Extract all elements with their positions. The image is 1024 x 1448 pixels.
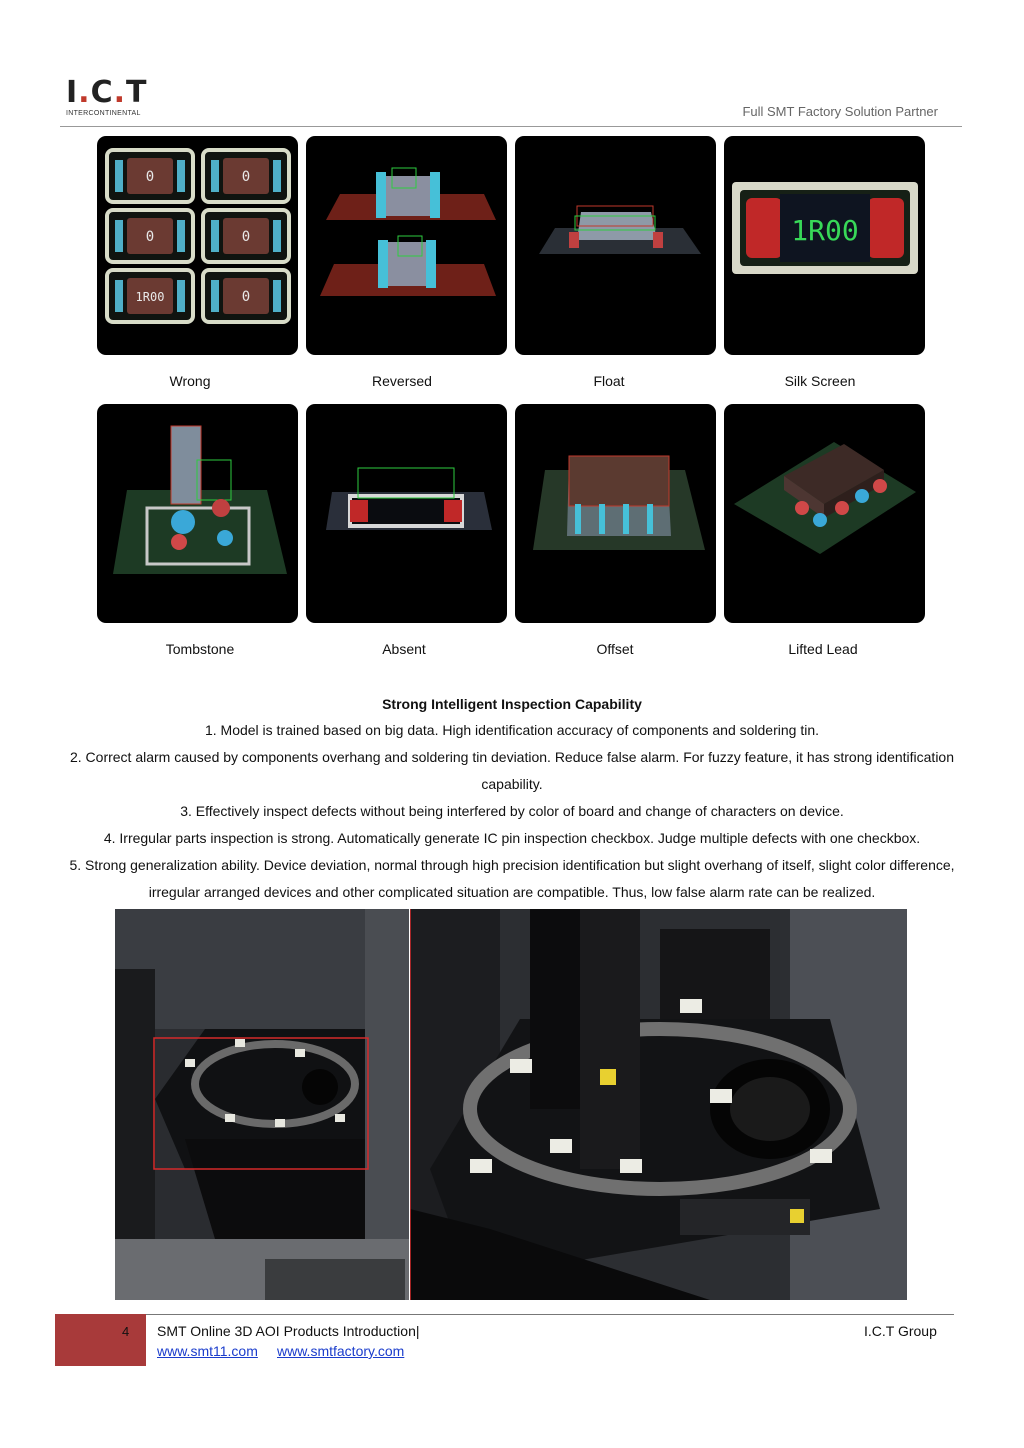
defect-label: Lifted Lead <box>788 641 858 657</box>
defect-label: Offset <box>596 641 634 657</box>
defect-label: Silk Screen <box>784 373 856 389</box>
chip-marking-text: 1R00 <box>135 290 165 304</box>
defect-label: Absent <box>382 641 426 657</box>
company-logo <box>66 75 156 120</box>
silk-marking-text: 1R00 <box>791 214 859 247</box>
feature-point: 3. Effectively inspect defects without being interfered by color of board and change of characters on device. <box>180 803 844 819</box>
page-number: 4 <box>122 1324 130 1339</box>
footer-link-smt11[interactable]: www.smt11.com <box>157 1343 258 1359</box>
feature-point: 1. Model is trained based on big data. High identification accuracy of components and soldering tin. <box>204 722 820 738</box>
defect-image-wrong <box>97 136 298 355</box>
feature-point: 2. Correct alarm caused by components overhang and soldering tin deviation. Reduce false alarm. For fuzzy feature, it has strong identification capability. <box>69 749 955 792</box>
logo-subtext: INTERCONTINENTAL <box>66 110 141 117</box>
feature-point: 5. Strong generalization ability. Device deviation, normal through high precision identification but slight overhang of itself, slight color difference, irregular arranged devices and other complicated situation are compatible. Thus, low false alarm rate can be realized. <box>69 857 955 900</box>
footer-divider <box>146 1314 954 1315</box>
section-heading: Strong Intelligent Inspection Capability <box>382 696 642 712</box>
header-divider <box>60 126 962 127</box>
chip-value-text: 0 <box>241 229 251 245</box>
chip-value-text: 0 <box>145 229 155 245</box>
footer-company: I.C.T Group <box>864 1323 937 1339</box>
chip-value-text: 0 <box>241 169 251 185</box>
defect-image-lifted-lead <box>724 404 925 623</box>
defect-image-tombstone <box>97 404 298 623</box>
footer-accent-block <box>55 1314 146 1366</box>
logo-mark: I.C.T <box>66 75 148 110</box>
feature-point: 4. Irregular parts inspection is strong. Automatically generate IC pin inspection checkbox. Judge multiple defects with one checkbox. <box>103 830 921 846</box>
defect-image-absent <box>306 404 507 623</box>
defect-label: Wrong <box>169 373 211 389</box>
defect-image-reversed <box>306 136 507 355</box>
defect-label: Reversed <box>372 373 432 389</box>
header-tagline: Full SMT Factory Solution Partner <box>742 104 938 119</box>
chip-value-text: 0 <box>241 289 251 305</box>
machine-photo-overview <box>115 909 409 1300</box>
defect-label: Float <box>593 373 625 389</box>
defect-image-offset <box>515 404 716 623</box>
chip-value-text: 0 <box>145 169 155 185</box>
footer-link-smtfactory[interactable]: www.smtfactory.com <box>277 1343 405 1359</box>
defect-image-silk-screen <box>724 136 925 355</box>
defect-label: Tombstone <box>165 641 235 657</box>
defect-image-float <box>515 136 716 355</box>
machine-photo-detail <box>410 909 907 1300</box>
footer-title: SMT Online 3D AOI Products Introduction| <box>157 1323 420 1339</box>
